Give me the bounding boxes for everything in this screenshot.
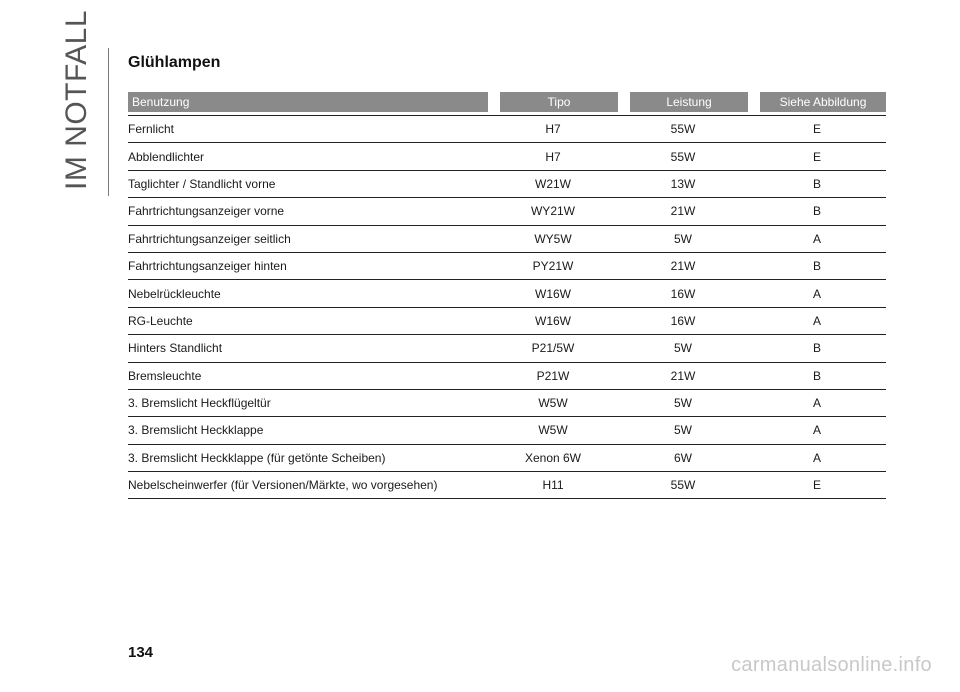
cell-power: 5W <box>618 417 748 444</box>
cell-figure: A <box>748 445 886 472</box>
cell-usage: Bremsleuchte <box>128 363 488 390</box>
header-gap <box>618 92 630 112</box>
cell-figure: E <box>748 472 886 499</box>
table-row <box>128 116 886 143</box>
cell-power: 55W <box>618 472 748 499</box>
cell-power: 16W <box>618 308 748 335</box>
cell-figure: B <box>748 198 886 225</box>
table-row <box>128 390 886 417</box>
cell-figure: A <box>748 390 886 417</box>
page-number: 134 <box>128 644 154 661</box>
table-row <box>128 253 886 280</box>
cell-usage: Hinters Standlicht <box>128 335 488 362</box>
cell-figure: A <box>748 226 886 253</box>
cell-figure: E <box>748 116 886 143</box>
table-row <box>128 171 886 198</box>
cell-figure: B <box>748 363 886 390</box>
bulb-table <box>128 92 886 499</box>
table-row <box>128 335 886 362</box>
cell-power: 21W <box>618 363 748 390</box>
table-row <box>128 198 886 225</box>
cell-power: 5W <box>618 335 748 362</box>
cell-power: 13W <box>618 171 748 198</box>
cell-type: W5W <box>488 390 618 417</box>
cell-type: W16W <box>488 308 618 335</box>
table-header-row <box>128 92 886 112</box>
cell-usage: Nebelscheinwerfer (für Versionen/Märkte, wo vorgesehen) <box>128 472 488 499</box>
cell-type: WY5W <box>488 226 618 253</box>
cell-power: 5W <box>618 226 748 253</box>
cell-power: 16W <box>618 280 748 307</box>
header-gap <box>748 92 760 112</box>
cell-type: H7 <box>488 116 618 143</box>
cell-power: 55W <box>618 143 748 170</box>
header-figure: Siehe Abbildung <box>760 92 886 112</box>
table-row <box>128 308 886 335</box>
section-title: Glühlampen <box>128 54 221 71</box>
cell-figure: B <box>748 335 886 362</box>
cell-power: 6W <box>618 445 748 472</box>
cell-type: P21/5W <box>488 335 618 362</box>
header-power: Leistung <box>630 92 748 112</box>
cell-power: 21W <box>618 253 748 280</box>
table-row <box>128 417 886 444</box>
table-row <box>128 143 886 170</box>
cell-usage: Fahrtrichtungsanzeiger vorne <box>128 198 488 225</box>
cell-type: W16W <box>488 280 618 307</box>
cell-usage: 3. Bremslicht Heckklappe (für getönte Scheiben) <box>128 445 488 472</box>
side-divider <box>108 48 109 196</box>
table-row <box>128 445 886 472</box>
cell-type: Xenon 6W <box>488 445 618 472</box>
cell-usage: Fernlicht <box>128 116 488 143</box>
cell-usage: Nebelrückleuchte <box>128 280 488 307</box>
cell-power: 55W <box>618 116 748 143</box>
cell-type: WY21W <box>488 198 618 225</box>
cell-usage: Taglichter / Standlicht vorne <box>128 171 488 198</box>
header-usage: Benutzung <box>128 92 488 112</box>
cell-figure: A <box>748 308 886 335</box>
cell-type: H7 <box>488 143 618 170</box>
cell-usage: RG-Leuchte <box>128 308 488 335</box>
table-body <box>128 116 886 499</box>
watermark: carmanualsonline.info <box>731 654 932 676</box>
table-row <box>128 472 886 499</box>
cell-usage: Fahrtrichtungsanzeiger hinten <box>128 253 488 280</box>
chapter-label: IM NOTFALL <box>60 9 93 190</box>
cell-figure: B <box>748 253 886 280</box>
cell-usage: 3. Bremslicht Heckklappe <box>128 417 488 444</box>
table-row <box>128 363 886 390</box>
header-type: Tipo <box>500 92 618 112</box>
cell-type: PY21W <box>488 253 618 280</box>
cell-type: W21W <box>488 171 618 198</box>
cell-type: P21W <box>488 363 618 390</box>
table-row <box>128 280 886 307</box>
cell-figure: A <box>748 417 886 444</box>
cell-figure: B <box>748 171 886 198</box>
cell-usage: Abblendlichter <box>128 143 488 170</box>
cell-type: W5W <box>488 417 618 444</box>
cell-power: 5W <box>618 390 748 417</box>
table-row <box>128 226 886 253</box>
cell-usage: Fahrtrichtungsanzeiger seitlich <box>128 226 488 253</box>
cell-usage: 3. Bremslicht Heckflügeltür <box>128 390 488 417</box>
cell-figure: E <box>748 143 886 170</box>
cell-power: 21W <box>618 198 748 225</box>
header-gap <box>488 92 500 112</box>
cell-figure: A <box>748 280 886 307</box>
cell-type: H11 <box>488 472 618 499</box>
